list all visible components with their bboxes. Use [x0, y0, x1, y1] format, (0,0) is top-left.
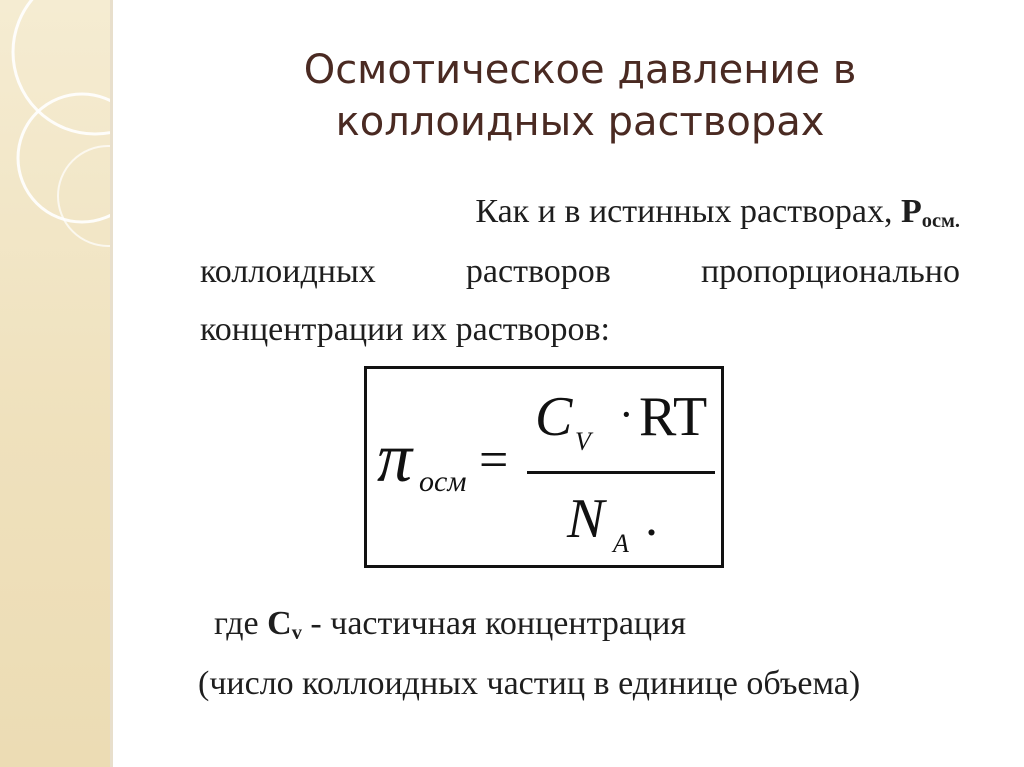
- formula-equals: =: [479, 432, 509, 489]
- formula-numerator-c: C: [535, 386, 573, 448]
- formula-pi-subscript: осм: [419, 465, 467, 498]
- footnote-definition: - частичная концентрация: [301, 605, 686, 642]
- formula-multiply-dot: ·: [619, 390, 634, 439]
- formula-numerator-c-subscript: V: [575, 427, 591, 456]
- intro-line-2: [200, 252, 960, 292]
- formula-denominator-n: N: [567, 488, 605, 550]
- formula-fraction-bar: [527, 471, 715, 474]
- footnote-line-1: [214, 604, 974, 653]
- footnote-prefix: где: [214, 605, 259, 642]
- formula-denominator-n-subscript: A: [613, 529, 629, 558]
- intro-line-1-text: Как и в истинных растворах,: [475, 193, 893, 230]
- formula-period: .: [645, 490, 658, 547]
- formula-numerator-rt: RT: [639, 386, 708, 448]
- formula-pi: π: [377, 420, 413, 497]
- intro-word-2: растворов: [465, 253, 611, 290]
- side-band-edge: [110, 0, 113, 767]
- decorative-rings: [0, 0, 110, 767]
- intro-line-1: [200, 192, 960, 241]
- intro-line-3: концентрации их растворов:: [200, 311, 610, 348]
- decorative-side-band: [0, 0, 110, 767]
- title-line-1: Осмотическое давление в: [303, 47, 857, 93]
- footnote-line-2: (число коллоидных частиц в единице объема): [198, 665, 861, 702]
- osmotic-pressure-symbol: $P_{осм.}$: [900, 193, 960, 233]
- title-line-2: коллоидных растворах: [335, 99, 825, 145]
- intro-word-1: коллоидных: [200, 253, 376, 290]
- footnote-cv-symbol: $C_v$: [267, 605, 302, 645]
- formula-box: [364, 366, 724, 568]
- slide-title: [190, 44, 970, 148]
- intro-word-3: пропорционально: [700, 253, 960, 290]
